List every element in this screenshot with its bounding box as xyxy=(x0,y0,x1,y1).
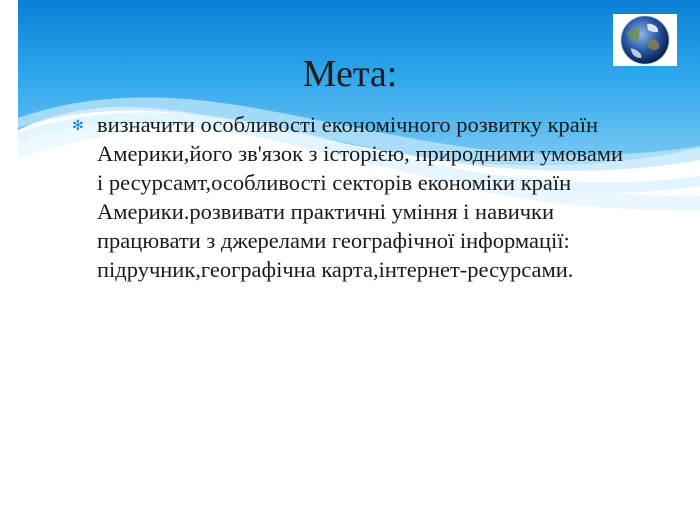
asterisk-bullet-icon: ✻ xyxy=(72,118,84,134)
bullet-text: визначити особливості економічного розвитку країн Америки,його зв'язок з історією, природними умовами і ресурсамт,особливості секторів економіки країн Америки.розвивати практичні уміння і навички працювати з джерелами географічної інформації: підручник,географічна карта,інтернет-ресурсами. xyxy=(97,112,624,282)
bullet-list-item xyxy=(72,110,632,284)
slide-title: Мета: xyxy=(302,53,398,95)
